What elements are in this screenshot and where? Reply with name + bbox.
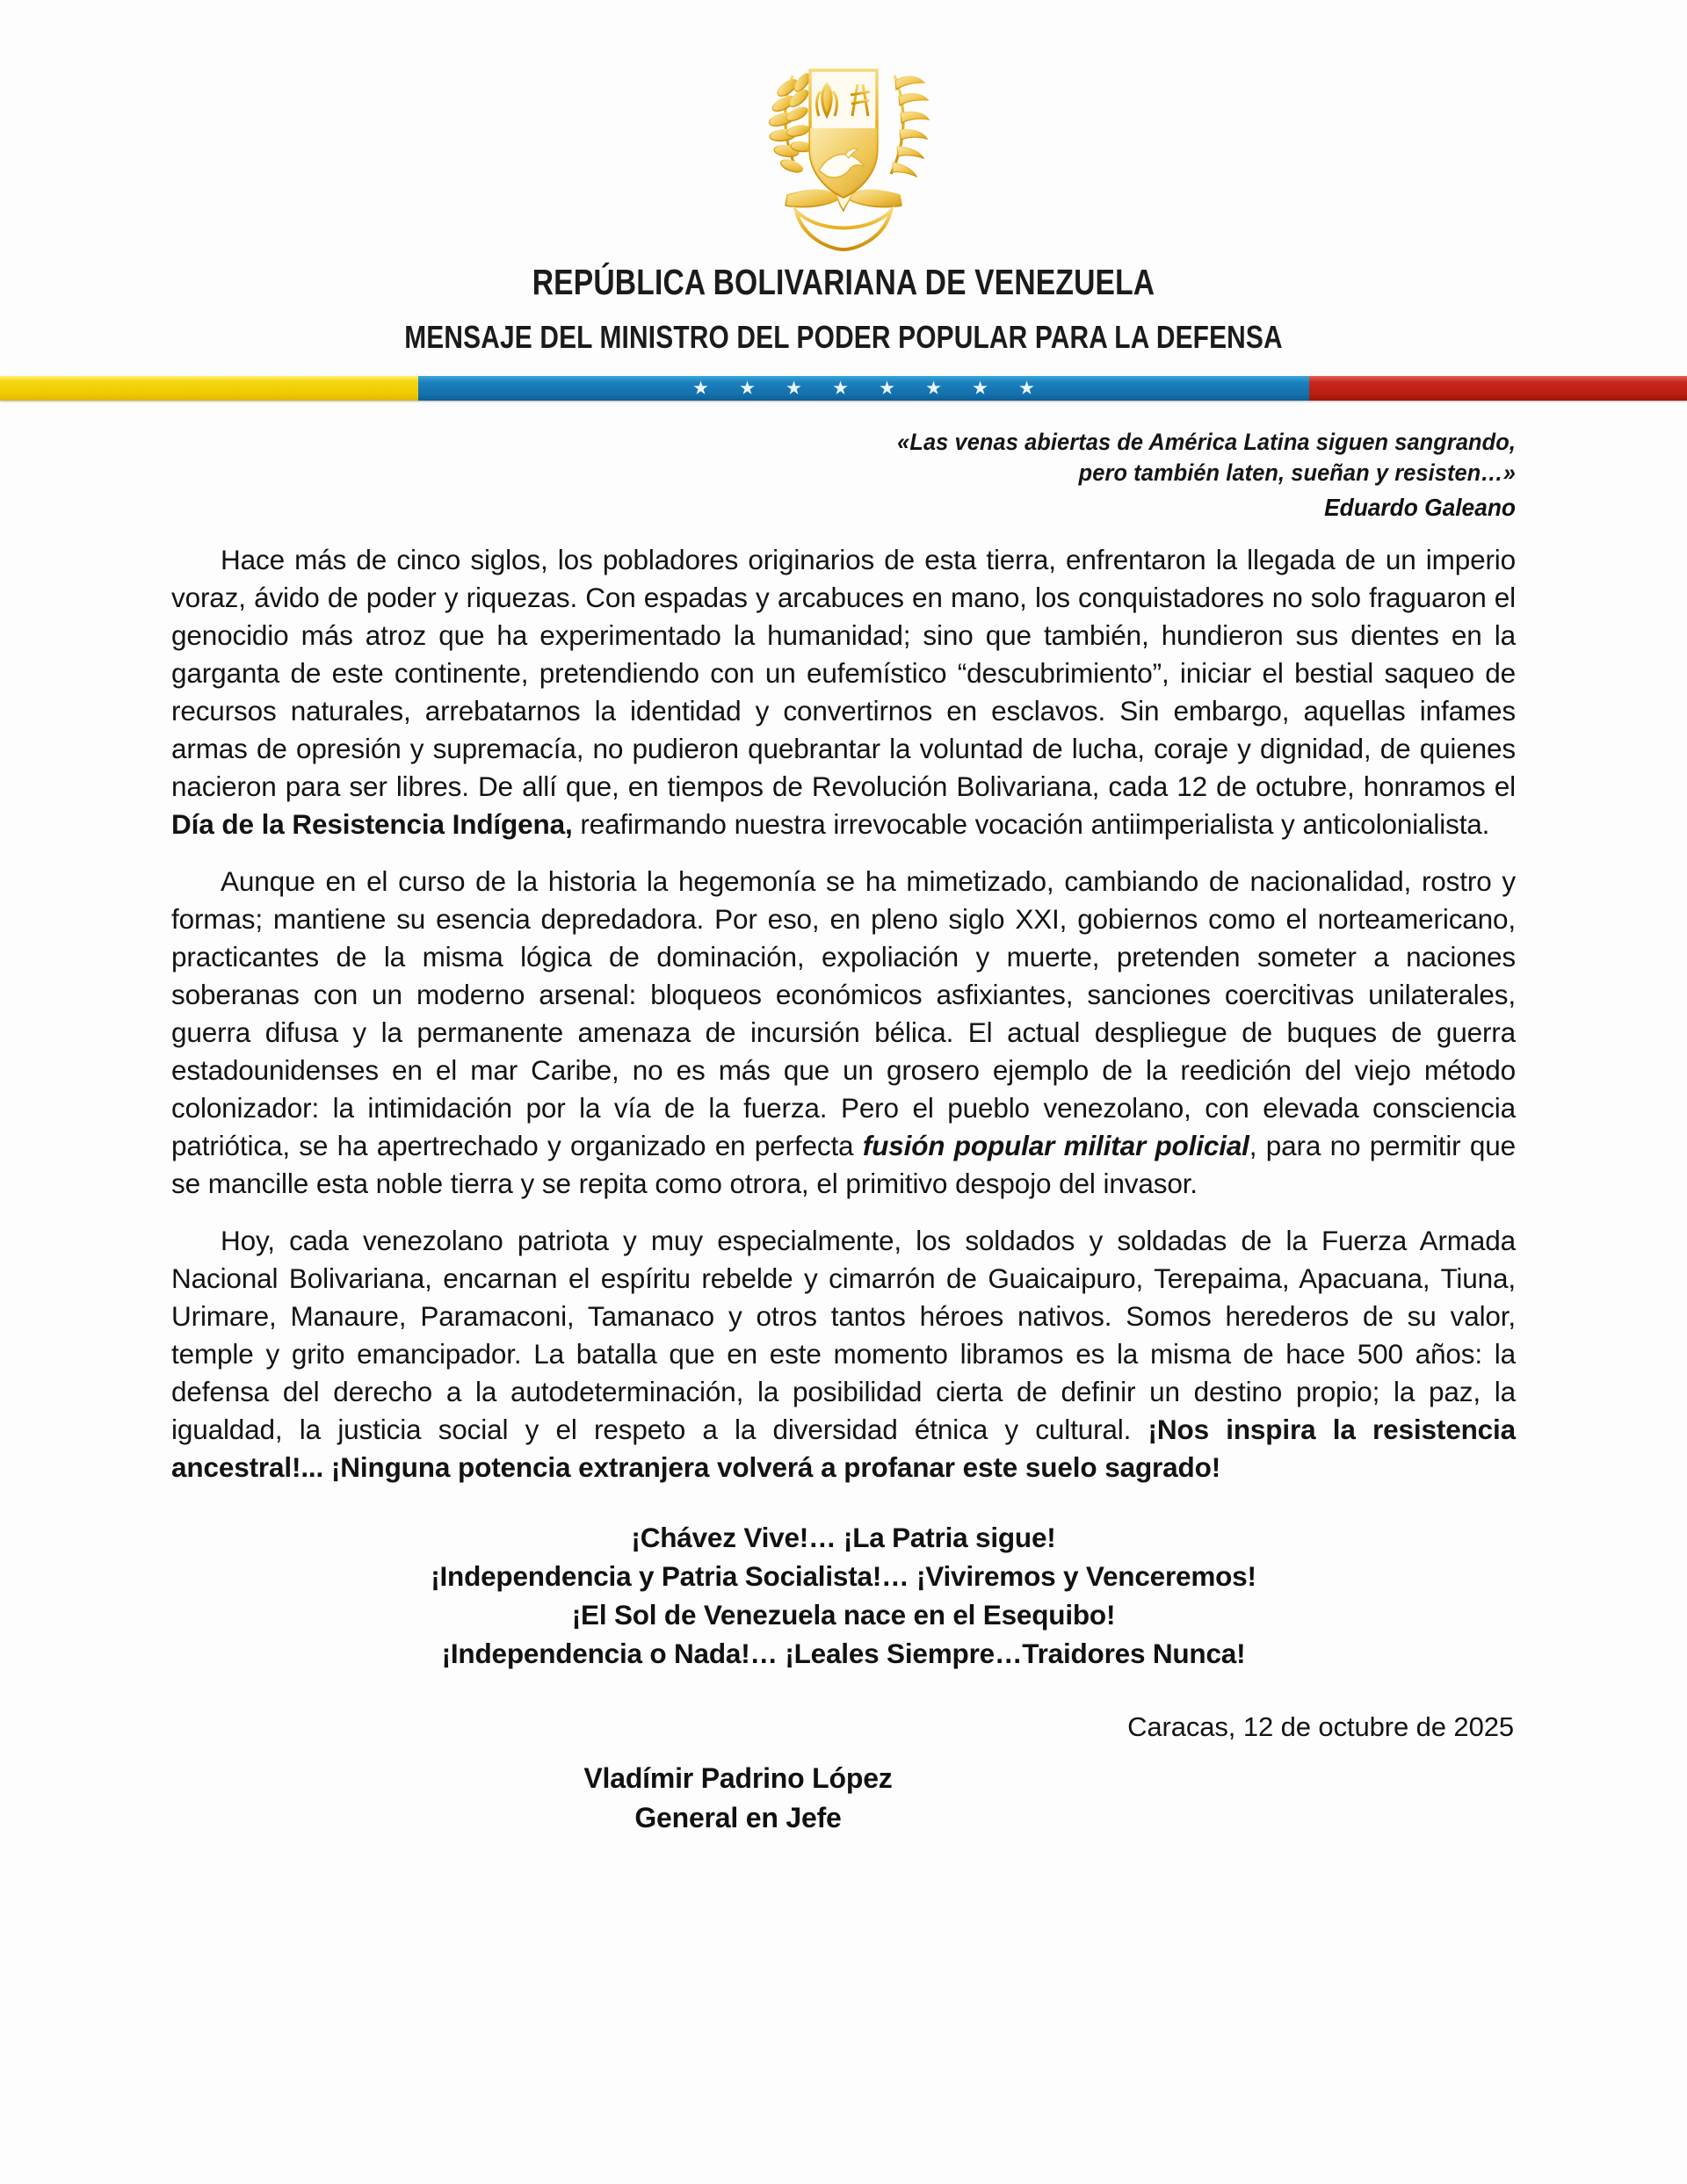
flag-band-yellow [0, 376, 418, 401]
paragraph-3-text-a: Hoy, cada venezolano patriota y muy especialmente, los soldados y soldadas de la Fuerza Armada Nacional Bolivariana, encarnan el espíritu rebelde y cimarrón de Guaicaipuro, Terepaima, Apacuana, Tiuna, Urimare, Manaure, Paramaconi, Tamanaco y otros tantos héroes nativos. Somos herederos de su valor, temple y grito emancipador. La batalla que en este momento libramos es la misma de hace 500 años: la defensa del derecho a la autodeterminación, la posibilidad cierta de definir un destino propio; la paz, la igualdad, la justicia social y el respeto a la diversidad étnica y cultural. [171, 1225, 1516, 1446]
paragraph-2-text-a: Aunque en el curso de la historia la hegemonía se ha mimetizado, cambiando de nacionalidad, rostro y formas; mantiene su esencia depredadora. Por eso, en pleno siglo XXI, gobiernos como el norteamericano, practicantes de la misma lógica de dominación, expoliación y muerte, pretenden someter a naciones soberanas con un moderno arsenal: bloqueos económicos asfixiantes, sanciones coercitivas unilaterales, guerra difusa y la permanente amenaza de incursión bélica. El actual despliegue de buques de guerra estadounidenses en el mar Caribe, no es más que un grosero ejemplo de la reedición del viejo método colonizador: la intimidación por la vía de la fuerza. Pero el pueblo venezolano, con elevada consciencia patriótica, se ha apertrechado y organizado en perfecta [171, 865, 1516, 1162]
epigraph-line-1: «Las venas abiertas de América Latina siguen sangrando, [897, 428, 1516, 455]
document-header [0, 264, 1687, 354]
flag-band-blue [418, 376, 1309, 401]
document-body [171, 401, 1516, 1839]
star-icon [926, 380, 941, 395]
star-icon [693, 380, 708, 395]
paragraph-1-emphasis: Día de la Resistencia Indígena, [171, 808, 573, 841]
signatory-name: Vladímir Padrino López [583, 1762, 893, 1795]
star-icon [880, 380, 894, 395]
paragraph-1 [171, 541, 1516, 843]
star-icon [833, 380, 848, 395]
epigraph-line-2: pero también laten, sueñan y resisten…» [1078, 459, 1516, 486]
star-icon [1019, 380, 1034, 395]
paragraph-1-text-a: Hace más de cinco siglos, los pobladores originarios de esta tierra, enfrentaron la llegada de un imperio voraz, ávido de poder y riquezas. Con espadas y arcabuces en mano, los conquistadores no solo fraguaron el genocidio más atroz que ha experimentado la humanidad; sino que también, hundieron sus dientes en la garganta de este continente, pretendiendo con un eufemístico “descubrimiento”, iniciar el bestial saqueo de recursos naturales, arrebatarnos la identidad y convertirnos en esclavos. Sin embargo, aquellas infames armas de opresión y supremacía, no pudieron quebrantar la voluntad de lucha, coraje y dignidad, de quienes nacieron para ser libres. De allí que, en tiempos de Revolución Bolivariana, cada 12 de octubre, honramos el [171, 544, 1516, 803]
flag-stars [693, 380, 1034, 395]
epigraph-quote [252, 427, 1516, 488]
venezuela-flag-bar [0, 376, 1687, 401]
slogan-line: ¡Independencia y Patria Socialista!… ¡Viviremos y Venceremos! [431, 1560, 1256, 1593]
epigraph-author: Eduardo Galeano [1324, 494, 1516, 522]
paragraph-2-text-b: , para no permitir que se mancille esta noble tierra y se repita como otrora, el primitivo despojo del invasor. [171, 1130, 1517, 1200]
star-icon [740, 380, 755, 395]
slogan-line: ¡Chávez Vive!… ¡La Patria sigue! [631, 1522, 1056, 1554]
slogan-line: ¡Independencia o Nada!… ¡Leales Siempre…Traidores Nunca! [441, 1638, 1246, 1670]
flag-band-red [1309, 376, 1687, 401]
signatory-rank: General en Jefe [634, 1802, 842, 1834]
page-title: REPÚBLICA BOLIVARIANA DE VENEZUELA [532, 262, 1155, 302]
slogan-line: ¡El Sol de Venezuela nace en el Esequibo! [571, 1599, 1116, 1631]
venezuela-coat-of-arms-icon [752, 30, 935, 257]
paragraph-2 [171, 863, 1516, 1203]
star-icon [973, 380, 988, 395]
star-icon [786, 380, 801, 395]
paragraph-1-text-b: reafirmando nuestra irrevocable vocación antiimperialista y anticolonialista. [572, 808, 1490, 841]
place-and-date: Caracas, 12 de octubre de 2025 [1127, 1711, 1514, 1743]
paragraph-2-emphasis: fusión popular militar policial [862, 1130, 1249, 1162]
signature-block [171, 1759, 1516, 1838]
crest-container [0, 0, 1687, 257]
slogan-block [171, 1518, 1516, 1673]
paragraph-3 [171, 1222, 1516, 1486]
page-subtitle: MENSAJE DEL MINISTRO DEL PODER POPULAR PARA LA DEFENSA [404, 319, 1283, 356]
paragraph-3-emphasis: ¡Nos inspira la resistencia ancestral!... ¡Ninguna potencia extranjera volverá a profanar este suelo sagrado! [171, 1414, 1517, 1484]
